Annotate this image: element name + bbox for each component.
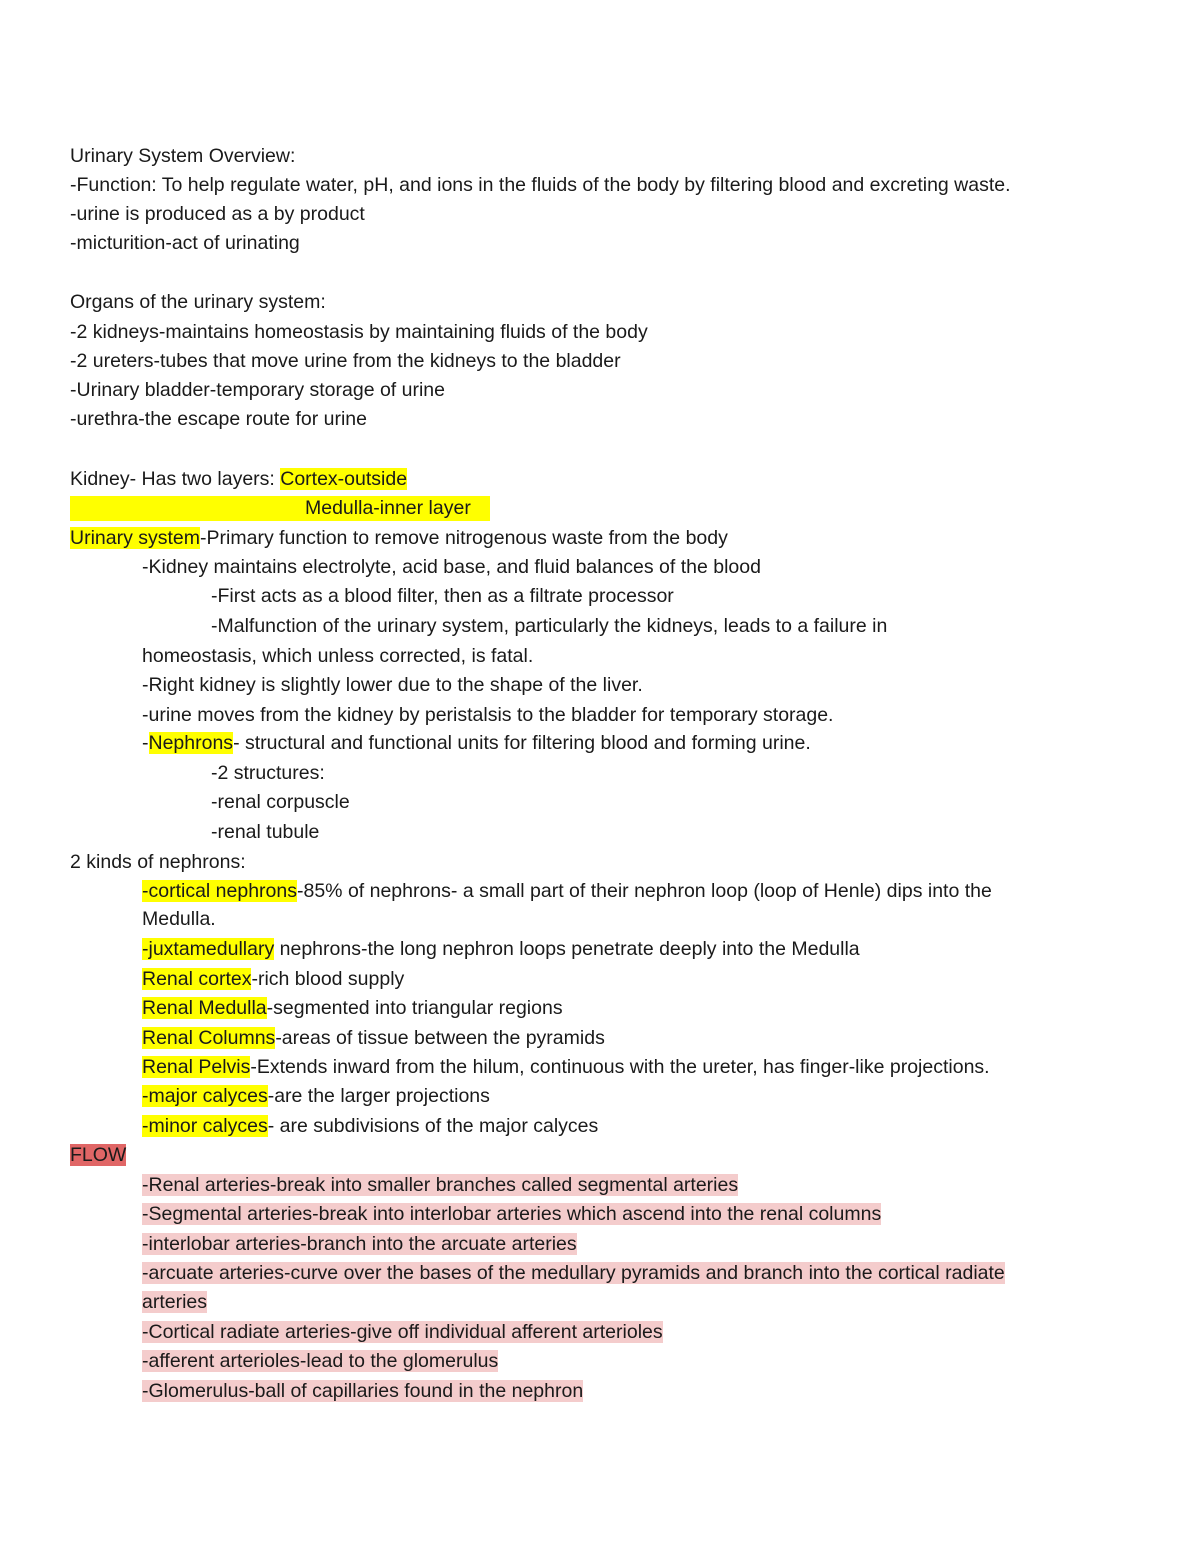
text-segment: -Kidney maintains electrolyte, acid base, and fluid balances of the blood	[142, 556, 761, 578]
highlighted-text: Renal Medulla	[142, 997, 267, 1019]
text-segment: -Extends inward from the hilum, continuous with the ureter, has finger-like projections.	[250, 1056, 990, 1078]
text-segment: -Malfunction of the urinary system, particularly the kidneys, leads to a failure in	[211, 615, 888, 637]
highlighted-text: Medulla-inner layer	[305, 497, 471, 519]
text-segment: -Right kidney is slightly lower due to the shape of the liver.	[142, 674, 643, 696]
highlighted-text: -Glomerulus-ball of capillaries found in the nephron	[142, 1380, 584, 1402]
text-segment: -renal corpuscle	[211, 791, 350, 813]
text-line	[70, 378, 445, 402]
text-segment: -rich blood supply	[251, 968, 405, 990]
text-segment: - are subdivisions of the major calyces	[267, 1115, 599, 1137]
text-line	[142, 1084, 490, 1108]
text-line	[142, 731, 811, 755]
text-segment: -2 ureters-tubes that move urine from the kidneys to the bladder	[70, 350, 621, 372]
text-line	[142, 673, 643, 697]
text-segment: -segmented into triangular regions	[266, 997, 563, 1019]
text-line	[70, 202, 365, 226]
text-line	[142, 937, 860, 961]
text-segment: Kidney- Has two layers:	[70, 468, 281, 490]
text-segment: -are the larger projections	[267, 1085, 490, 1107]
highlighted-text: -minor calyces	[142, 1115, 268, 1137]
text-line	[211, 790, 350, 814]
text-line	[70, 173, 1011, 197]
text-line	[70, 231, 300, 255]
text-line	[70, 407, 367, 431]
text-line	[305, 496, 471, 520]
text-segment: -urethra-the escape route for urine	[70, 408, 367, 430]
highlighted-text: Renal Columns	[142, 1027, 276, 1049]
text-line	[142, 1349, 498, 1373]
text-segment: Medulla.	[142, 908, 216, 930]
highlighted-text: FLOW	[70, 1144, 127, 1166]
text-segment: -urine is produced as a by product	[70, 203, 365, 225]
text-line	[142, 1114, 598, 1138]
text-segment: -areas of tissue between the pyramids	[275, 1027, 605, 1049]
highlighted-text: -Renal arteries-break into smaller branches called segmental arteries	[142, 1174, 739, 1196]
text-line	[142, 1173, 738, 1197]
text-segment: -	[142, 732, 149, 754]
highlighted-text: -interlobar arteries-branch into the arcuate arteries	[142, 1233, 577, 1255]
text-line	[142, 967, 404, 991]
text-line	[142, 1202, 881, 1226]
text-segment: -Function: To help regulate water, pH, and ions in the fluids of the body by filtering blood and excreting waste.	[70, 174, 1011, 196]
text-line	[70, 526, 728, 550]
highlighted-text: -juxtamedullary	[142, 938, 275, 960]
text-line	[142, 555, 761, 579]
highlighted-text: -major calyces	[142, 1085, 268, 1107]
text-segment: -micturition-act of urinating	[70, 232, 300, 254]
text-line	[70, 467, 407, 491]
highlighted-text: arteries	[142, 1291, 208, 1313]
highlighted-text: -arcuate arteries-curve over the bases of the medullary pyramids and branch into the cortical radiate	[142, 1262, 1005, 1284]
text-line	[142, 1055, 990, 1079]
text-line	[70, 290, 326, 314]
text-line	[142, 1379, 583, 1403]
text-line	[70, 850, 246, 874]
highlighted-text: -Cortical radiate arteries-give off individual afferent arterioles	[142, 1321, 663, 1343]
text-segment: - structural and functional units for filtering blood and forming urine.	[233, 732, 811, 754]
text-line	[142, 996, 563, 1020]
text-line	[211, 584, 674, 608]
highlighted-text: Renal Pelvis	[142, 1056, 251, 1078]
text-line	[142, 879, 992, 903]
text-line	[211, 820, 319, 844]
highlighted-text: -Segmental arteries-break into interlobar arteries which ascend into the renal columns	[142, 1203, 882, 1225]
text-segment: -2 structures:	[211, 762, 325, 784]
text-line	[142, 1290, 207, 1314]
text-line	[142, 1320, 663, 1344]
highlighted-text: Renal cortex	[142, 968, 252, 990]
text-line	[70, 349, 621, 373]
text-line	[70, 144, 295, 168]
text-segment: -urine moves from the kidney by peristalsis to the bladder for temporary storage.	[142, 704, 834, 726]
text-line	[70, 1143, 126, 1167]
text-segment: -2 kidneys-maintains homeostasis by maintaining fluids of the body	[70, 321, 648, 343]
text-line	[70, 320, 648, 344]
text-segment: nephrons-the long nephron loops penetrate deeply into the Medulla	[274, 938, 860, 960]
highlighted-text: -afferent arterioles-lead to the glomerulus	[142, 1350, 499, 1372]
text-line	[142, 1026, 605, 1050]
text-segment: -renal tubule	[211, 821, 320, 843]
highlighted-text: Nephrons	[148, 732, 234, 754]
highlighted-text: Urinary system	[70, 527, 201, 549]
text-line	[211, 614, 887, 638]
text-segment: 2 kinds of nephrons:	[70, 851, 246, 873]
text-segment: Organs of the urinary system:	[70, 291, 326, 313]
text-line	[142, 1232, 577, 1256]
text-line	[211, 761, 325, 785]
text-segment: -85% of nephrons- a small part of their nephron loop (loop of Henle) dips into the	[297, 880, 992, 902]
text-segment: Urinary System Overview:	[70, 145, 296, 167]
text-segment: -Urinary bladder-temporary storage of urine	[70, 379, 445, 401]
text-line	[142, 703, 833, 727]
text-line	[142, 907, 216, 931]
highlighted-text: Cortex-outside	[280, 468, 408, 490]
text-segment: homeostasis, which unless corrected, is fatal.	[142, 645, 534, 667]
highlighted-text: -cortical nephrons	[142, 880, 297, 902]
text-line	[142, 1261, 1005, 1285]
text-segment: -Primary function to remove nitrogenous waste from the body	[200, 527, 728, 549]
text-segment: -First acts as a blood filter, then as a filtrate processor	[211, 585, 674, 607]
text-line	[142, 644, 533, 668]
